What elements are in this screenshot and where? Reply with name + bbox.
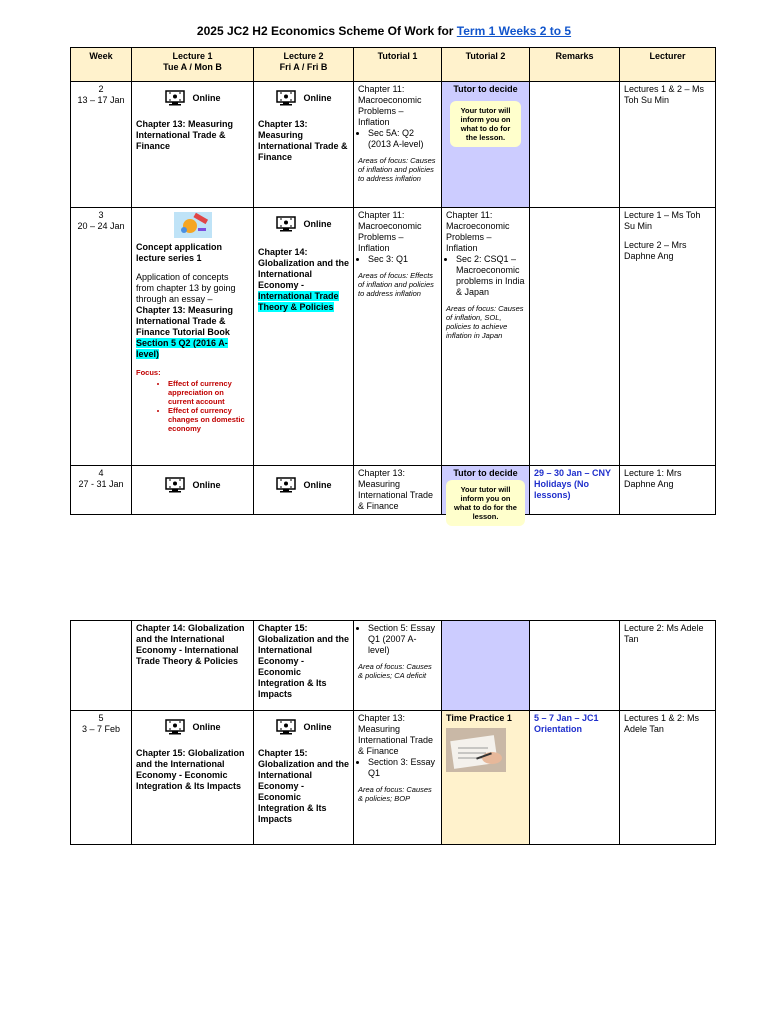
week-2-lecture-2 xyxy=(254,82,354,208)
header-lecture-1-title: Lecture 1 xyxy=(172,51,213,61)
week-2-cell xyxy=(71,82,132,208)
lecture-topic-text: Chapter 14: Globalization and the International Economy - xyxy=(258,247,350,290)
week-3-tutorial-2 xyxy=(442,208,530,466)
header-lecture-1 xyxy=(132,48,254,82)
week-4b-tutorial-2 xyxy=(442,621,530,711)
week-5-lecture-2 xyxy=(254,711,354,845)
page-title xyxy=(0,24,768,38)
scheme-table-part-2 xyxy=(70,620,716,845)
week-dates: 27 - 31 Jan xyxy=(78,479,124,489)
focus-item: • Effect of currency appreciation on current account xyxy=(168,379,249,406)
week-4-lecture-1 xyxy=(132,466,254,515)
tutorial-title: Chapter 11: Macroeconomic Problems – Inflation xyxy=(446,210,510,253)
week-4b-lecturer: Lecture 2: Ms Adele Tan xyxy=(620,621,716,711)
tutorial-focus: Area of focus: Causes & policies; CA deficit xyxy=(358,662,432,680)
online-label: Online xyxy=(303,721,332,732)
week-3-lecture-1 xyxy=(132,208,254,466)
week-4-row xyxy=(71,466,716,515)
online-label: Online xyxy=(303,218,332,229)
lecture-topic-highlight: International Trade Theory & Policies xyxy=(258,291,339,312)
week-dates: 20 – 24 Jan xyxy=(77,221,125,231)
online-computer-icon xyxy=(164,476,186,494)
online-indicator xyxy=(136,476,249,494)
online-computer-icon xyxy=(275,89,297,107)
scheme-table-part-1 xyxy=(70,47,716,521)
tutorial-bullets xyxy=(358,757,437,779)
week-3-lecturer xyxy=(620,208,716,466)
concept-desc-bold: Chapter 13: Measuring International Trade & Finance Tutorial Book xyxy=(136,305,234,337)
online-indicator xyxy=(258,89,349,107)
week-2-tutorial-1 xyxy=(354,82,442,208)
week-3-tutorial-1 xyxy=(354,208,442,466)
week-number: 4 xyxy=(98,468,104,478)
week-3-lecture-2 xyxy=(254,208,354,466)
online-indicator xyxy=(136,718,249,736)
week-2-lecture-1 xyxy=(132,82,254,208)
lecture-topic: Chapter 13: Measuring International Trade & Finance xyxy=(258,119,348,162)
time-practice-label: Time Practice 1 xyxy=(446,713,512,723)
online-computer-icon xyxy=(275,718,297,736)
tutorial-focus: Areas of focus: Effects of inflation and policies to address inflation xyxy=(358,271,434,298)
week-dates: 3 – 7 Feb xyxy=(81,724,121,734)
week-number: 2 xyxy=(98,84,104,94)
focus-item: • Effect of currency changes on domestic economy xyxy=(168,406,249,433)
online-computer-icon xyxy=(275,476,297,494)
header-tutorial-2: Tutorial 2 xyxy=(442,48,530,82)
concept-desc-highlight: Section 5 Q2 (2016 A-level) xyxy=(136,338,228,359)
tutorial-bullet: • Section 3: Essay Q1 xyxy=(368,757,437,779)
week-5-remarks: 5 – 7 Jan – JC1 Orientation xyxy=(530,711,620,845)
week-number: 5 xyxy=(98,713,104,723)
online-indicator xyxy=(258,476,349,494)
week-3-remarks xyxy=(530,208,620,466)
tutorial-bullet: • Sec 2: CSQ1 – Macroeconomic problems in India & Japan xyxy=(456,254,525,298)
week-dates: 13 – 17 Jan xyxy=(77,95,125,105)
concept-lecture-title: Concept application lecture series 1 xyxy=(136,242,223,263)
week-5-tutorial-1 xyxy=(354,711,442,845)
week-4-cell xyxy=(71,466,132,515)
tutor-to-decide-label: Tutor to decide xyxy=(453,468,518,478)
week-4b-cell xyxy=(71,621,132,711)
tutor-note: Your tutor will inform you on what to do for the lesson. xyxy=(450,101,521,147)
week-4b-lecture-2: Chapter 15: Globalization and the International Economy - Economic Integration & Its Impacts xyxy=(254,621,354,711)
week-4b-remarks xyxy=(530,621,620,711)
concept-lecture-illustration-icon xyxy=(174,212,212,238)
week-3-cell xyxy=(71,208,132,466)
tutorial-bullets xyxy=(358,254,437,265)
focus-label: Focus: xyxy=(136,368,161,377)
online-computer-icon xyxy=(164,718,186,736)
lecture-topic: Chapter 15: Globalization and the International Economy - Economic Integration & Its Impacts xyxy=(136,748,245,791)
tutorial-bullet: • Sec 5A: Q2 (2013 A-level) xyxy=(368,128,437,150)
week-number: 3 xyxy=(98,210,104,220)
header-lecture-2-sub: Fri A / Fri B xyxy=(279,62,328,72)
online-label: Online xyxy=(303,479,332,490)
tutorial-focus: Areas of focus: Causes of inflation and policies to address inflation xyxy=(358,156,436,183)
online-indicator xyxy=(258,718,349,736)
tutorial-bullets xyxy=(358,128,437,150)
tutorial-bullet: • Sec 3: Q1 xyxy=(368,254,437,265)
lecture-topic: Chapter 13: Measuring International Trade & Finance xyxy=(136,119,234,151)
lecturer-line: Lecture 2 – Mrs Daphne Ang xyxy=(624,240,687,261)
online-label: Online xyxy=(303,92,332,103)
focus-block xyxy=(136,368,249,433)
focus-list xyxy=(136,379,249,433)
week-4-remarks: 29 – 30 Jan – CNY Holidays (No lessons) xyxy=(530,466,620,515)
week-3-row xyxy=(71,208,716,466)
tutorial-title: Chapter 11: Macroeconomic Problems – Inflation xyxy=(358,84,422,127)
tutor-to-decide-label: Tutor to decide xyxy=(453,84,518,94)
online-indicator xyxy=(136,89,249,107)
week-5-cell xyxy=(71,711,132,845)
header-week: Week xyxy=(71,48,132,82)
header-tutorial-1: Tutorial 1 xyxy=(354,48,442,82)
tutorial-bullets xyxy=(446,254,525,298)
header-lecture-2-title: Lecture 2 xyxy=(283,51,324,61)
online-label: Online xyxy=(192,92,221,103)
lecture-topic xyxy=(258,247,349,313)
week-4-tutorial-2 xyxy=(442,466,530,521)
header-row xyxy=(71,48,716,82)
week-2-tutorial-2 xyxy=(442,82,530,208)
online-label: Online xyxy=(192,721,221,732)
tutorial-focus: Area of focus: Causes & policies; BOP xyxy=(358,785,432,803)
week-4b-tutorial-1 xyxy=(354,621,442,711)
header-lecture-2 xyxy=(254,48,354,82)
header-lecture-1-sub: Tue A / Mon B xyxy=(163,62,222,72)
tutorial-bullets xyxy=(358,623,437,656)
week-5-lecture-1 xyxy=(132,711,254,845)
week-5-lecturer: Lectures 1 & 2: Ms Adele Tan xyxy=(620,711,716,845)
online-computer-icon xyxy=(275,215,297,233)
week-4b-lecture-1: Chapter 14: Globalization and the International Economy - International Trade Theory & Policies xyxy=(132,621,254,711)
week-2-remarks xyxy=(530,82,620,208)
concept-desc-text: Application of concepts from chapter 13 by going through an essay – xyxy=(136,272,236,304)
title-term-link[interactable]: Term 1 Weeks 2 to 5 xyxy=(456,24,572,38)
online-computer-icon xyxy=(164,89,186,107)
tutorial-bullet: • Section 5: Essay Q1 (2007 A-level) xyxy=(368,623,437,656)
tutorial-title: Chapter 11: Macroeconomic Problems – Inflation xyxy=(358,210,422,253)
week-4-tutorial-1: Chapter 13: Measuring International Trade & Finance xyxy=(354,466,442,515)
week-2-row xyxy=(71,82,716,208)
header-lecturer: Lecturer xyxy=(620,48,716,82)
header-remarks: Remarks xyxy=(530,48,620,82)
week-4-continued-row xyxy=(71,621,716,711)
lecture-topic: Chapter 15: Globalization and the International Economy - Economic Integration & Its Impacts xyxy=(258,748,350,824)
week-5-tutorial-2 xyxy=(442,711,530,845)
online-indicator xyxy=(258,215,349,233)
tutor-note: Your tutor will inform you on what to do for the lesson. xyxy=(446,480,525,526)
title-prefix: 2025 JC2 H2 Economics Scheme Of Work for xyxy=(196,24,457,38)
week-2-lecturer: Lectures 1 & 2 – Ms Toh Su Min xyxy=(620,82,716,208)
week-5-row xyxy=(71,711,716,845)
concept-description xyxy=(136,272,249,360)
tutorial-title: Chapter 13: Measuring International Trade & Finance xyxy=(358,713,434,756)
online-label: Online xyxy=(192,479,221,490)
writing-exam-photo-icon xyxy=(446,728,506,772)
week-4-lecture-2 xyxy=(254,466,354,515)
lecturer-line: Lecture 1 – Ms Toh Su Min xyxy=(624,210,701,231)
tutorial-focus: Areas of focus: Causes of inflation, SOL, policies to achieve inflation in Japan xyxy=(446,304,524,340)
week-4-lecturer: Lecture 1: Mrs Daphne Ang xyxy=(620,466,716,515)
